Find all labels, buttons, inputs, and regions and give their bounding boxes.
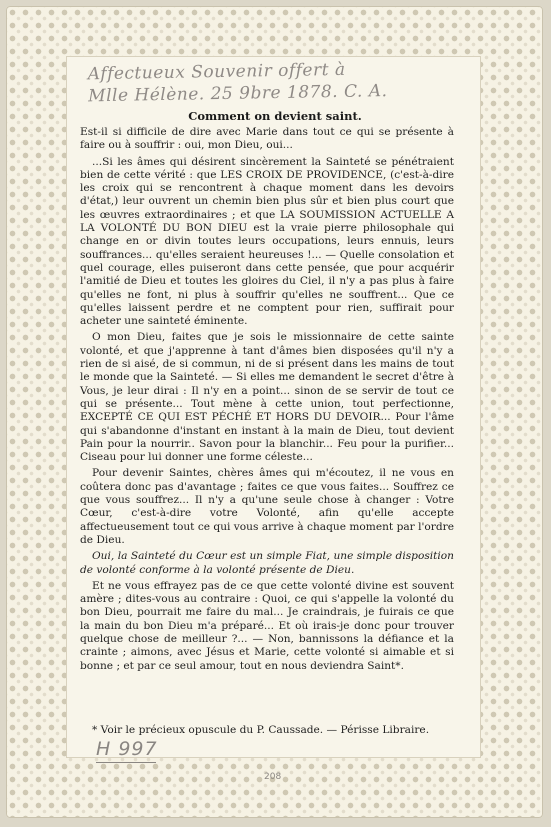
paragraph-4: Pour devenir Saintes, chères âmes qui m'écoutez, il ne vous en coûtera donc pas d'avantage ; faites ce que vous faites... Souffrez ce que vous souffrez... Il n'y a qu'une seule chose à changer : Votre Cœur, c'est-à-dire votre Volonté, afin qu'elle accepte affectueusement tout ce qui vous arrive à chaque moment par l'ordre de Dieu. bbox=[80, 467, 454, 546]
handwriting-line-2: Mlle Hélène. 25 9bre 1878. C. A. bbox=[88, 81, 388, 107]
inventory-stamp: H 997 bbox=[96, 738, 158, 760]
handwritten-dedication bbox=[88, 57, 469, 108]
page-mark: 208 bbox=[264, 772, 282, 782]
stamp-underline bbox=[96, 762, 156, 763]
footnote: * Voir le précieux opuscule du P. Caussade. — Périsse Libraire. bbox=[92, 724, 430, 736]
paragraph-1: Est-il si difficile de dire avec Marie dans tout ce qui se présente à faire ou à souffrir : oui, mon Dieu, oui... bbox=[80, 126, 454, 152]
paragraph-5: Oui, la Sainteté du Cœur est un simple Fiat, une simple disposition de volonté conforme à la volonté présente de Dieu. bbox=[80, 550, 454, 576]
paragraph-6: Et ne vous effrayez pas de ce que cette volonté divine est souvent amère ; dites-vous au contraire : Quoi, ce qui s'appelle la volonté du bon Dieu, pourrait me faire du mal... Je craindrais, je fuirais ce que la main du bon Dieu m'a préparé... Et où irais-je donc pour trouver quelque chose de meilleur ?... — Non, bannissons la défiance et la crainte ; aimons, avec Jésus et Marie, cette volonté si aimable et si bonne ; et par ce seul amour, tout en nous deviendra Saint*. bbox=[80, 579, 454, 672]
body-text bbox=[80, 126, 454, 676]
paragraph-2: ...Si les âmes qui désirent sincèrement la Sainteté se pénétraient bien de cette vérité : que LES CROIX DE PROVIDENCE, (c'est-à-dire les croix qui se rencontrent à chaque moment dans les devoirs d'état,) leur ouvrent un chemin bien plus sûr et bien plus court que les œuvres extraordinaires ; et que LA SOUMISSION ACTUELLE A LA VOLONTÉ DU BON DIEU est la vraie pierre philosophale qui change en or divin toutes leurs occupations, leurs ennuis, leurs souffrances... qu'elles seraient heureuses !... — Quelle consolation et quel courage, elles puiseront dans cette pensée, que pour acquérir l'amitié de Dieu et toutes les gloires du Ciel, il n'y a pas plus à faire qu'elles ne font, ni plus à souffrir qu'elles ne souffrent... Que ce qu'elles laissent perdre et ne comptent pour rien, suffirait pour acheter une sainteté éminente. bbox=[80, 155, 454, 328]
paragraph-3: O mon Dieu, faites que je sois le missionnaire de cette sainte volonté, et que j'apprenne à tant d'âmes bien disposées qu'il n'y a rien de si aisé, de si commun, ni de si présent dans les mains de tout le monde que la Sainteté. — Si elles me demandent le secret d'être à Vous, je leur dirai : Il n'y en a point... sinon de se servir de tout ce qui se présente... Tout mène à cette union, tout perfectionne, EXCEPTÉ CE QUI EST PÉCHÉ ET HORS DU DEVOIR... Pour l'âme qui s'abandonne d'instant en instant à la main de Dieu, tout devient Pain pour la nourrir.. Savon pour la blanchir... Feu pour la purifier... Ciseau pour lui donner une forme céleste... bbox=[80, 331, 454, 464]
handwriting-line-1: Affectueux Souvenir offert à bbox=[87, 59, 346, 85]
page-title: Comment on devient saint. bbox=[188, 109, 362, 123]
